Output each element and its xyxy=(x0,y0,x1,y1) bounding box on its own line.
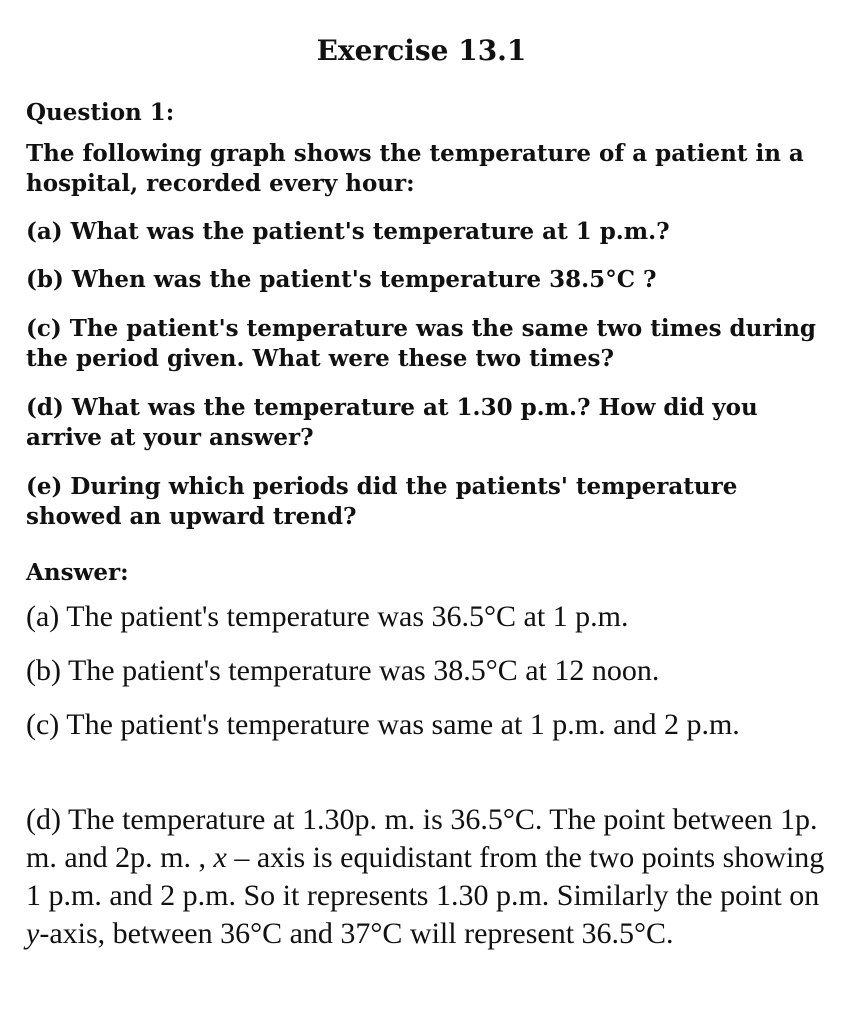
exercise-title: Exercise 13.1 xyxy=(316,34,527,67)
answer-c: (c) The patient's temperature was same at 1 p.m. and 2 p.m. xyxy=(26,708,740,741)
question-intro: The following graph shows the temperature of a patient in a hospital, recorded every hour: xyxy=(26,140,804,197)
x-axis-variable: x xyxy=(213,841,227,874)
answer-d-text-1: (d) The temperature at 1.30p. m. is 36.5°C. The point between 1p. m. and 2p. m. , xyxy=(26,803,818,874)
y-axis-variable: y xyxy=(26,917,40,950)
answer-d-text-2: – axis is equidistant from the two points showing 1 p.m. and 2 p.m. So it represents 1.30 p.m. Similarly the point on xyxy=(26,841,825,912)
question-part-e: (e) During which periods did the patients' temperature showed an upward trend? xyxy=(26,473,738,530)
answer-heading: Answer: xyxy=(26,559,129,586)
question-part-a: (a) What was the patient's temperature at 1 p.m.? xyxy=(26,218,670,245)
question-part-b: (b) When was the patient's temperature 38.5°C ? xyxy=(26,266,657,293)
question-part-d: (d) What was the temperature at 1.30 p.m.? How did you arrive at your answer? xyxy=(26,394,758,451)
answer-d-text-3: -axis, between 36°C and 37°C will represent 36.5°C. xyxy=(39,917,674,950)
answer-b: (b) The patient's temperature was 38.5°C at 12 noon. xyxy=(26,654,660,687)
answer-d xyxy=(26,801,826,953)
question-part-c: (c) The patient's temperature was the same two times during the period given. What were these two times? xyxy=(26,315,817,372)
answer-a: (a) The patient's temperature was 36.5°C at 1 p.m. xyxy=(26,600,629,633)
question-heading: Question 1: xyxy=(26,99,175,126)
